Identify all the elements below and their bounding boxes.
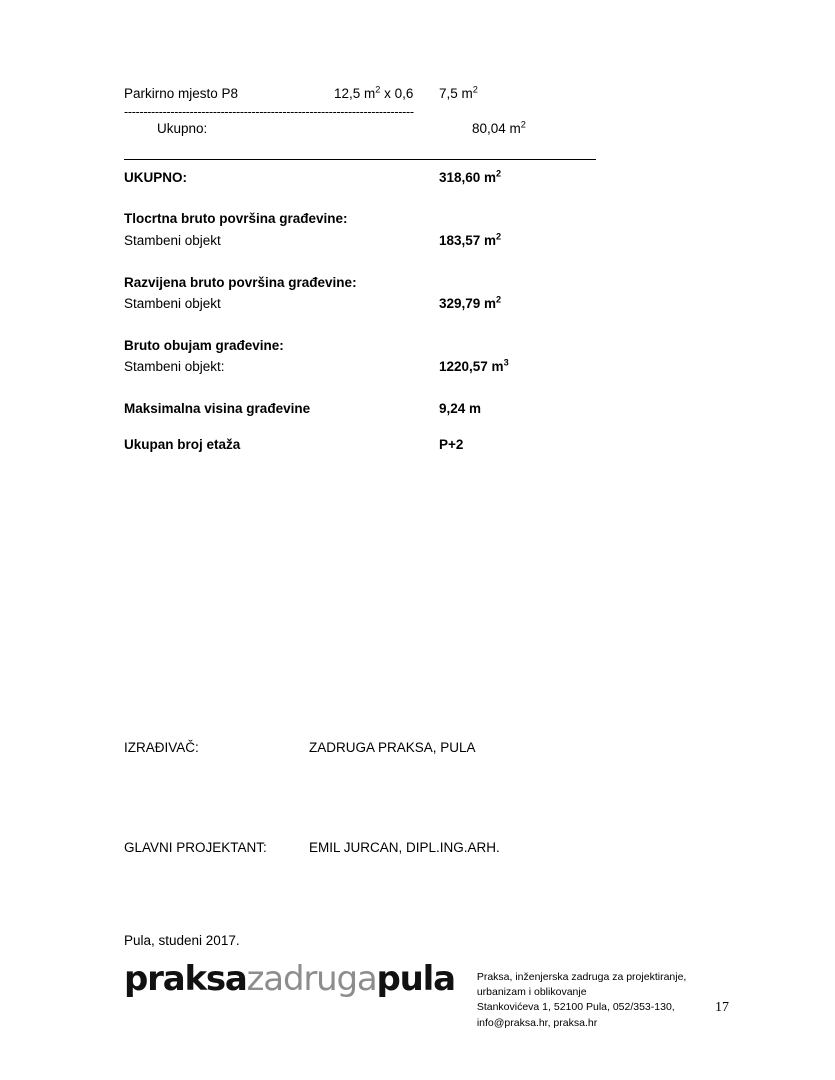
subtotal-row [124, 119, 714, 139]
section-divider [124, 159, 596, 160]
parking-label: Parkirno mjesto P8 [124, 86, 239, 101]
total-value-sup: 2 [496, 168, 502, 179]
section-heading-row [124, 273, 714, 293]
subtotal-value-base: 80,04 m [472, 121, 521, 137]
section-value [439, 357, 509, 377]
section-value-row [124, 294, 714, 314]
parking-value-sup: 2 [472, 84, 478, 95]
architect-label: GLAVNI PROJEKTANT: [124, 840, 267, 855]
section-sub-label: Stambeni objekt: [124, 359, 225, 375]
parking-calc-sup: 2 [375, 84, 381, 95]
page-number: 17 [715, 1000, 729, 1015]
floors-value: P+2 [439, 437, 464, 453]
subtotal-value-sup: 2 [520, 119, 526, 130]
max-height-row [124, 399, 714, 419]
logo-part-praksa: praksa [124, 959, 247, 999]
section-tlocrtna [124, 209, 714, 250]
company-info [477, 970, 724, 1031]
section-value-sup: 3 [503, 357, 509, 368]
section-value-base: 183,57 m [439, 233, 497, 248]
total-row [124, 168, 714, 188]
logo-part-zadruga: zadruga [246, 959, 377, 999]
praksa-logo [124, 959, 455, 999]
section-razvijena [124, 273, 714, 314]
architect-row [124, 838, 724, 858]
company-line-2: Stankovićeva 1, 52100 Pula, 052/353-130, info@praksa.hr, praksa.hr [476, 1001, 675, 1029]
section-value [439, 294, 501, 314]
section-heading: Razvijena bruto površina građevine: [124, 274, 357, 290]
section-value-row [124, 357, 714, 377]
logo-part-pula: pula [376, 959, 455, 999]
section-value-sup: 2 [496, 294, 502, 305]
section-value-sup: 2 [496, 231, 502, 242]
parking-calc-rest: x 0,6 [380, 86, 414, 101]
section-heading: Tlocrtna bruto površina građevine: [124, 211, 348, 227]
section-heading-row [124, 209, 714, 229]
section-heading-row [124, 336, 714, 356]
section-value-base: 329,79 m [439, 296, 497, 312]
section-sub-label: Stambeni objekt [124, 233, 221, 248]
subtotal-value [472, 119, 526, 139]
section-heading: Bruto obujam građevine: [124, 337, 284, 353]
total-label: UKUPNO: [124, 169, 187, 185]
footer-logo-area [124, 959, 724, 1031]
company-line-1: Praksa, inženjerska zadruga za projektiranje, urbanizam i oblikovanje [476, 971, 687, 999]
parking-value-base: 7,5 m [439, 86, 473, 101]
subtotal-label: Ukupno: [157, 121, 208, 137]
section-value-row [124, 231, 714, 251]
section-value-base: 1220,57 m [439, 359, 504, 375]
parking-value [439, 84, 478, 104]
parking-calculation [334, 84, 439, 104]
max-height-label: Maksimalna visina građevine [124, 400, 311, 416]
producer-row [124, 738, 724, 758]
total-value [439, 168, 501, 188]
place-and-date: Pula, studeni 2017. [124, 933, 240, 948]
producer-value: ZADRUGA PRAKSA, PULA [309, 740, 476, 755]
section-value [439, 231, 501, 251]
dashed-divider: --------------------------------------------------------------------------- [124, 104, 414, 119]
document-body [124, 84, 714, 455]
floors-row [124, 435, 714, 455]
architect-value: EMIL JURCAN, DIPL.ING.ARH. [309, 840, 500, 855]
floors-label: Ukupan broj etaža [124, 437, 241, 453]
total-value-base: 318,60 m [439, 169, 497, 185]
parking-calc-base: 12,5 m [334, 86, 376, 101]
section-sub-label: Stambeni objekt [124, 296, 221, 312]
producer-label: IZRAĐIVAČ: [124, 740, 199, 755]
parking-row [124, 84, 714, 104]
max-height-value: 9,24 m [439, 400, 482, 416]
section-obujam [124, 336, 714, 377]
